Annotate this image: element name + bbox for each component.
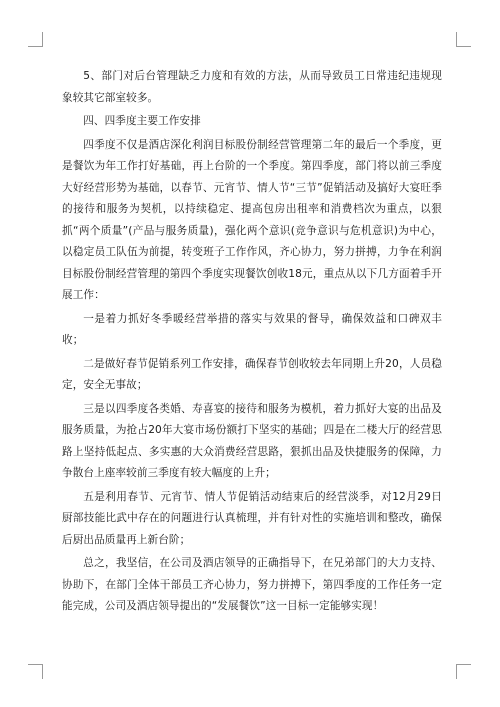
- paragraph-task-5: 五是利用春节、元宵节、情人节促销活动结束后的经营淡季，对12月29日厨部技能比武中存在的问题进行认真梳理，并有针对性的实施培训和整改，确保后厨出品质量再上新台阶；: [62, 490, 442, 546]
- crop-mark-bottom-right: [456, 664, 471, 679]
- paragraph-conclusion: 总之，我坚信，在公司及酒店领导的正确指导下，在兄弟部门的大力支持、协助下，在部门全体干部员工齐心协力，努力拼搏下，第四季度的工作任务一定能完成，公司及酒店领导提出的“发展餐饮”这一目标一定能够实现！: [62, 557, 442, 612]
- crop-mark-bottom-left: [28, 664, 43, 679]
- paragraph-task-3-4: 三是以四季度各类婚、寿喜宴的接待和服务为模机，着力抓好大宴的出品及服务质量，为抢占20年大宴市场份额打下坚实的基础；四是在二楼大厅的经营思路上坚持低起点、多实惠的大众消费经营思路，狠抓出品及快捷服务的保障，力争散台上座率较前三季度有较大幅度的上升；: [62, 402, 442, 479]
- paragraph-task-2: 二是做好春节促销系列工作安排，确保春节创收较去年同期上升20，人员稳定，安全无事故；: [62, 357, 442, 391]
- crop-mark-top-right: [456, 32, 471, 47]
- section-heading-q4-plan: 四、四季度主要工作安排: [83, 115, 201, 127]
- document-body: [62, 66, 442, 620]
- paragraph-item-5: 5、部门对后台管理缺乏力度和有效的方法，从而导致员工日常违纪违规现象较其它部室较多。: [62, 70, 442, 104]
- paragraph-q4-overview: 四季度不仅是酒店深化利润目标股份制经营管理第二年的最后一个季度，更是餐饮为年工作打好基础，再上台阶的一个季度。第四季度，部门将以前三季度大好经营形势为基础，以春节、元宵节、情人节“三节”促销活动及搞好大宴旺季的接待和服务为契机，以持续稳定、提高包房出租率和消费档次为重点，以狠抓“两个质量”(产品与服务质量)，强化两个意识(竞争意识与危机意识)为中心，以稳定员工队伍为前提，转变班子工作作风，齐心协力，努力拼搏，力争在利润目标股份制经营管理的第四个季度实现餐饮创收18元，重点从以下几方面着手开展工作：: [62, 138, 442, 301]
- paragraph-task-1: 一是着力抓好冬季暖经营举措的落实与效果的督导，确保效益和口碑双丰收；: [62, 312, 442, 346]
- crop-mark-top-left: [28, 32, 43, 47]
